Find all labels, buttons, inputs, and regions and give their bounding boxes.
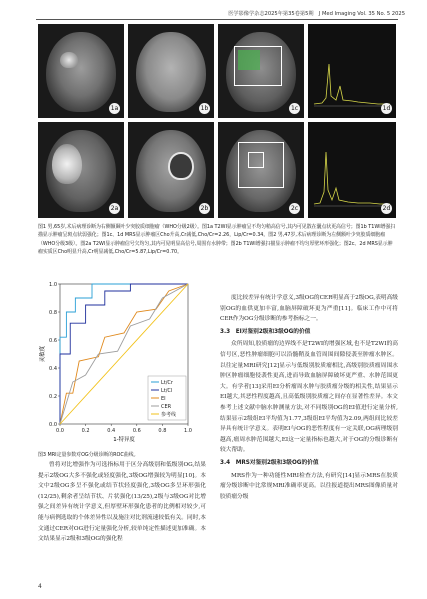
body-paragraph: MRS作为一种功能性MRI检查方法,有研究[14]显示MRS在胶质瘤分级诊断中比常规MRI准确率更高。以往报道提出MRS图像质量对胶质瘤分级	[220, 472, 398, 500]
figure-3-caption: 图3 MRI定量参数对OG分级诊断的ROC曲线。	[38, 452, 139, 458]
body-paragraph: 度比较差异有统计学意义,3级OG的CER明显高于2级OG,表明高级别OG的血供更加丰富,血脑屏障破坏更为严重[11]。临床工作中可将CER作为OG分级诊断的参考指标之一。	[220, 295, 398, 323]
panel-label-1c: 1c	[290, 105, 299, 112]
brain-image	[46, 32, 116, 112]
panel-label-1d: 1d	[382, 105, 391, 112]
x-axis-label: 1-特异度	[113, 437, 135, 443]
legend-entry: CER	[161, 403, 172, 410]
x-tick-label: 0.2	[81, 428, 90, 434]
mri-panel-1a	[38, 24, 124, 118]
body-paragraph: 众所周知,胶质瘤的边界线不是T2WI的增强区域,也不是T2WI的高信号区,恶性肿瘤细胞可以沿髓鞘及血管周围间隙侵袭至肿瘤水肿区。以往定量MRI研究[12]显示与低级别胶质瘤相比,高级别胶质瘤周围水肿区肿瘤细胞侵袭性更高,进而导致血脑屏障破坏更严重、水肿范围更大。有学者[13]采用EI分析瘤周水肿与胶质瘤分级的相关性,结果显示EI越大,其恶性程度越高,且高低级别胶质瘤之间存在显著性差异。本文参考上述文献中脑水肿测量方法,对不同级别OG的EI值进行定量分析,结果显示2级组EI平均值为1.77,3级组EI平均值为2.09,两组间比较差异具有统计学意义。表明EI与OG的恶性程度有一定关联,OG病理级别越高,瘤周水肿范围越大,EI这一定量指标也越大,对于OG的分级诊断有较大帮助。	[220, 341, 398, 454]
mrs-voxel-box	[248, 152, 264, 168]
y-tick-label: 0.4	[49, 365, 57, 372]
y-tick-label: 1.0	[49, 281, 57, 288]
y-tick-label: 0.8	[49, 309, 57, 316]
panel-label-1a: 1a	[110, 105, 119, 112]
mri-panel-1c	[218, 24, 304, 118]
legend-entry: 参考线	[161, 411, 177, 418]
roc-chart	[38, 278, 198, 450]
panel-label-2c: 2c	[290, 205, 299, 212]
panel-label-2d: 2d	[382, 205, 391, 212]
section-heading: 3.3 EI对鉴别2级和3级OG的价值	[220, 328, 311, 335]
mrs-spectrum-1d	[308, 24, 396, 118]
body-paragraph: 曾将对比增强作为可选指标用于区分高级别和低级别OG,结果提示2级OG大多不强化或轻度强化,3级OG增强较为明显[10]。本文中2级OG多呈不强化或结节状轻度强化,3级OG多呈环形强化(12/25),剩余者呈结节状、片状强化(13/25),2级与3级OG对比增强之间差异有统计学意义,但厚壁环形强化患者的比例相对较少,可能与病例选取的个体差异性以及施注对比剂流速较低有关。同时,本文通过CER对OG进行定量强化分析,较单纯定性描述更加准确。本文结果显示2级和3级OG的强化程	[38, 462, 206, 543]
y-axis-label: 灵敏度	[40, 345, 46, 363]
running-header: 医学影像学杂志2025年第35卷第5期 J Med Imaging Vol. 35 No. 5 2025	[228, 11, 405, 17]
section-heading: 3.4 MRS对鉴别2级和3级OG的价值	[220, 459, 319, 466]
header-rule	[36, 19, 398, 20]
lesion-hyperintensity	[52, 144, 82, 184]
page-number: 4	[38, 583, 42, 590]
left-text-column	[38, 460, 206, 545]
figure-1-2-grid	[38, 24, 396, 218]
x-tick-label: 0.4	[107, 428, 116, 434]
legend-entry: Lt/Cr	[161, 379, 173, 386]
mrs-grid-box	[234, 46, 282, 86]
mri-panel-2c	[218, 122, 304, 218]
panel-label-2b: 2b	[200, 205, 209, 212]
panel-label-2a: 2a	[110, 205, 119, 212]
mrs-spectrum-2d	[308, 122, 396, 218]
brain-image	[136, 32, 206, 112]
x-tick-label: 0.0	[56, 428, 64, 434]
panel-label-1b: 1b	[200, 105, 209, 112]
mri-panel-2b	[128, 122, 214, 218]
x-tick-label: 0.6	[132, 428, 141, 434]
mri-panel-1b	[128, 24, 214, 118]
ring-enhancement	[168, 152, 194, 180]
mri-panel-2a	[38, 122, 124, 218]
lesion-hyperintensity	[60, 52, 78, 68]
figure-1-2-caption: 图1 男,65岁,术后病理诊断为右侧额颞叶少突胶质细胞瘤（WHO分级2级）。图1a T2WI显示肿瘤呈不均匀稍高信号,其内可见散在囊点状更高信号；图1b T1WI增强扫描显示肿瘤呈斑点状弱强化；图1c、1d MRS显示肿瘤区Cho升高,Cr减低,Cho/Cr=2.26，Lip/Cr=0.34。图2 男,47岁,术后病理诊断为左侧额叶少突胶质细胞瘤（WHO分级3级）。图2a T2WI显示肿瘤信号欠均匀,其内可见明显高信号,周围有水肿带；图2b T1WI增强扫描显示肿瘤不均匀厚壁环形强化；图2c、2d MRS显示肿瘤实质区Cho明显升高,Cr明显减低,Cho/Cr=5.87,Lip/Cr=0.70。	[38, 224, 396, 256]
legend-entry: Lt/Cl	[161, 387, 173, 394]
x-tick-label: 0.8	[158, 428, 167, 434]
y-tick-label: 0.2	[49, 393, 57, 400]
legend-entry: EI	[161, 395, 166, 402]
chart-legend	[148, 376, 186, 420]
y-tick-label: 0.0	[49, 421, 57, 428]
right-text-column	[220, 293, 398, 502]
x-tick-label: 1.0	[184, 428, 192, 434]
y-tick-label: 0.6	[49, 337, 57, 344]
